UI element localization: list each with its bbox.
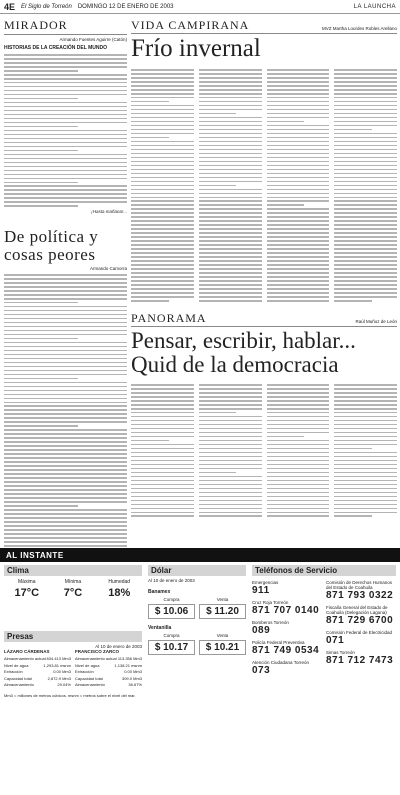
issue-date: DOMINGO 12 DE ENERO DE 2003	[77, 3, 174, 10]
vida-body	[131, 66, 397, 304]
dolar-date: Al 10 de enero de 2003	[148, 578, 195, 583]
dolar-bank1: Banamex	[148, 589, 171, 595]
page-header	[0, 0, 400, 14]
clima-max: Máxima 17°C	[14, 579, 40, 599]
mirador-subtitle: HISTORIAS DE LA CREACIÓN DEL MUNDO	[4, 45, 107, 51]
presas-box	[4, 631, 142, 698]
list-item: Cruz Roja Torreón 871 707 0140	[252, 600, 320, 616]
presas-lazaro: LÁZARO CÁRDENAS Almacenamiento actual 834.413 Mm3 Nivel de agua 1,293.81 msnm Extracción 0.00 Mm3 Capacidad total 2,872.9 Mm3 Almacenamiento 29.04%	[4, 649, 71, 687]
clima-min: Mínima 7°C	[63, 579, 83, 599]
mirador-column	[4, 18, 127, 214]
list-item: Comisión de Derechos Humanos del Estado de Coahuila 871 793 0322	[326, 580, 394, 601]
page-number: 4E	[4, 1, 16, 12]
newspaper-name: El Siglo de Torreón	[21, 3, 72, 10]
table-row: Nivel de agua 1,138.21 msnm	[75, 662, 142, 668]
clima-box	[4, 565, 142, 599]
telefonos-box	[252, 565, 396, 676]
telefonos-title: Teléfonos de Servicio	[252, 565, 396, 576]
vida-campirana-article	[131, 18, 397, 304]
panorama-article	[131, 311, 397, 519]
panorama-body	[131, 381, 397, 519]
table-row: Extracción 0.00 Mm3	[4, 669, 71, 674]
clima-humedad: Humedad 18%	[108, 579, 131, 599]
list-item: Atención Ciudadana Torreón 073	[252, 660, 309, 676]
table-row: Extracción 0.00 Mm3	[75, 669, 142, 674]
presas-zarco: FRANCISCO ZARCO Almacenamiento actual 113.356 Mm3 Nivel de agua 1,138.21 msnm Extracción 0.00 Mm3 Capacidad total 309.0 Mm3 Almacenamiento 36.67%	[75, 649, 142, 687]
table-row: Almacenamiento actual 113.356 Mm3	[75, 656, 142, 661]
table-row: Capacidad total 2,872.9 Mm3	[4, 675, 71, 681]
table-row: Almacenamiento 29.04%	[4, 682, 71, 687]
dolar-bank1-buy: $ 10.06	[148, 604, 195, 619]
table-row: Nivel de agua 1,293.81 msnm	[4, 662, 71, 668]
mirador-title: MIRADOR	[4, 18, 127, 35]
list-item: Emergencias 911	[252, 580, 279, 596]
presas-title: Presas	[4, 631, 142, 642]
panorama-kicker: PANORAMA	[131, 311, 207, 325]
politica-column	[4, 228, 127, 549]
mirador-body	[4, 54, 127, 207]
table-row: Capacidad total 309.0 Mm3	[75, 675, 142, 681]
section-name: LA LAUNCHA	[353, 3, 396, 10]
panorama-headline: Pensar, escribir, hablar... Quid de la democracia	[131, 328, 356, 377]
al-instante-bar: AL INSTANTE	[0, 548, 400, 562]
dolar-bank2-buy: $ 10.17	[148, 640, 195, 655]
dolar-bank2: Ventanilla	[148, 625, 172, 631]
mirador-author: Armando Fuentes Aguirre (Catón)	[59, 37, 127, 42]
politica-body	[4, 274, 127, 547]
mirador-signoff: ¡Hasta mañana!...	[91, 209, 127, 215]
list-item: Simas Torreón 871 712 7473	[326, 650, 394, 666]
list-item: Comisión Federal de Electricidad 071	[326, 630, 393, 646]
vida-headline: Frío invernal	[131, 35, 261, 62]
list-item: Policía Federal Preventiva 871 749 0534	[252, 640, 320, 656]
dolar-bank2-sell: $ 10.21	[199, 640, 246, 655]
vida-kicker: VIDA CAMPIRANA	[131, 18, 250, 32]
presas-notes: Mm3 = millones de metros cúbicos. msnm = metros sobre el nivel del mar.	[4, 692, 136, 698]
al-instante-panel	[0, 563, 400, 795]
list-item: Fiscalía General del Estado de Coahuila (Delegación Laguna) 871 729 6700	[326, 605, 394, 626]
politica-title: De política y cosas peores	[4, 227, 99, 264]
presas-date: Al 10 de enero de 2003	[95, 644, 142, 649]
dolar-title: Dólar	[148, 565, 246, 576]
vida-author: MVZ Martha Lourdes Robles Arellano	[321, 26, 397, 31]
table-row: Almacenamiento actual 834.413 Mm3	[4, 656, 71, 661]
clima-title: Clima	[4, 565, 142, 576]
list-item: Bomberos Torreón 089	[252, 620, 289, 636]
table-row: Almacenamiento 36.67%	[75, 682, 142, 687]
panorama-author: Raúl Muñoz de León	[355, 319, 397, 324]
politica-author: Armando Camorra	[89, 266, 127, 271]
dolar-box: Dólar Al 10 de enero de 2003 Banamex Compra Venta $ 10.06 $ 11.20 Ventanilla Compra Venta $ 10.17 $ 10.21	[148, 565, 246, 655]
dolar-bank1-sell: $ 11.20	[199, 604, 246, 619]
